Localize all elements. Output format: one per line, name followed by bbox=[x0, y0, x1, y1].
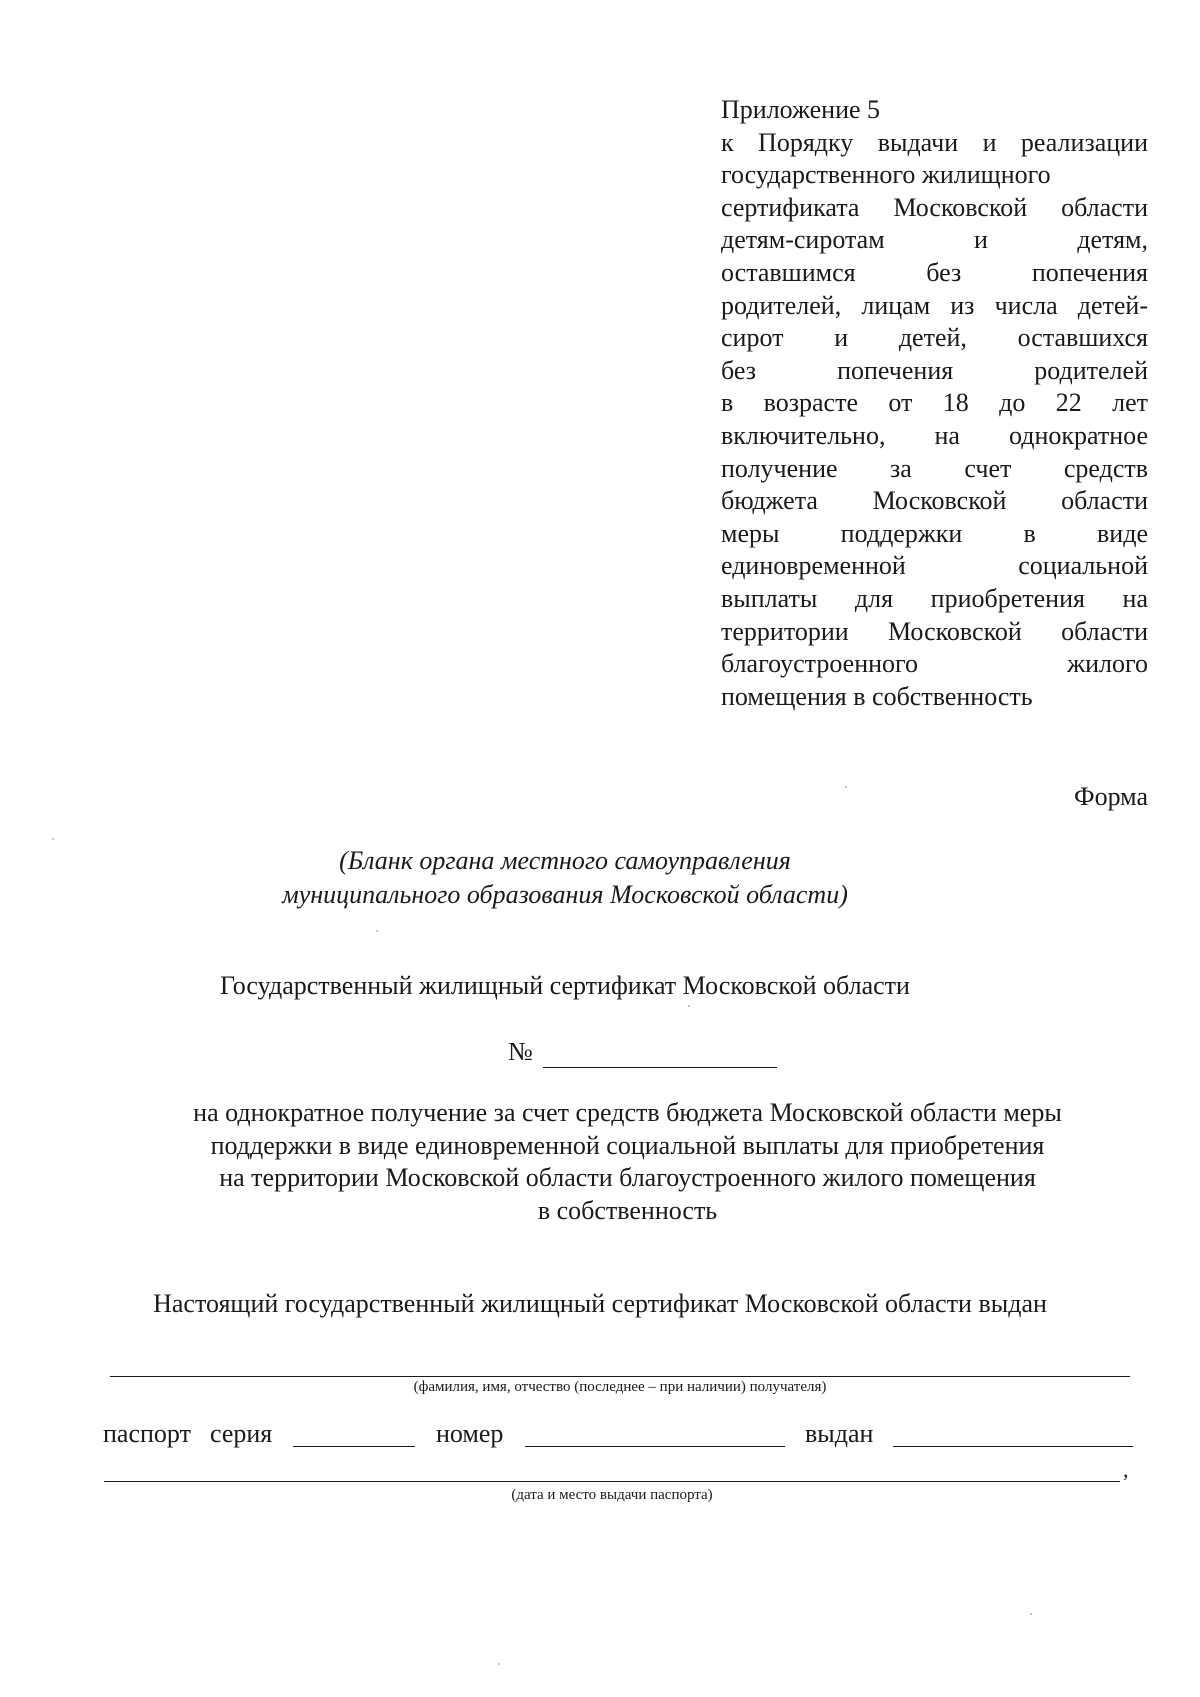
passport-issued-label: выдан bbox=[805, 1419, 874, 1448]
scan-speck bbox=[688, 1005, 690, 1007]
appendix-line: сертификата Московской области bbox=[721, 192, 1148, 222]
certificate-number-field[interactable] bbox=[543, 1043, 777, 1068]
appendix-line: в возрасте от 18 до 22 лет bbox=[721, 388, 1148, 418]
scan-speck bbox=[498, 1663, 500, 1665]
certificate-number bbox=[508, 1036, 777, 1068]
scan-speck bbox=[845, 786, 847, 788]
purpose-line: в собственность bbox=[537, 1195, 718, 1225]
passport-series-label: серия bbox=[210, 1419, 273, 1448]
passport-number-label: номер bbox=[436, 1419, 504, 1448]
appendix-line: помещения в собственность bbox=[721, 681, 1033, 711]
letterhead-note bbox=[0, 844, 1130, 912]
appendix-header bbox=[721, 94, 1148, 713]
appendix-line: детям-сиротам и детям, bbox=[721, 225, 1148, 255]
certificate-title: Государственный жилищный сертификат Московской области bbox=[220, 971, 910, 1000]
appendix-line: родителей, лицам из числа детей- bbox=[721, 290, 1148, 320]
passport-number-field[interactable] bbox=[525, 1446, 785, 1447]
appendix-line: к Порядку выдачи и реализации bbox=[721, 127, 1148, 157]
issue-caption: (дата и место выдачи паспорта) bbox=[511, 1487, 713, 1503]
appendix-line: выплаты для приобретения на bbox=[721, 583, 1148, 613]
letterhead-note-line: (Бланк органа местного самоуправления bbox=[339, 846, 791, 875]
appendix-line: единовременной социальной bbox=[721, 551, 1148, 581]
appendix-line: бюджета Московской области bbox=[721, 486, 1148, 516]
appendix-line: благоустроенного жилого bbox=[721, 649, 1148, 679]
passport-issued-field[interactable] bbox=[893, 1446, 1133, 1447]
appendix-line: территории Московской области bbox=[721, 616, 1148, 646]
passport-series-field[interactable] bbox=[293, 1446, 415, 1447]
form-label: Форма bbox=[1074, 782, 1148, 811]
certificate-purpose bbox=[100, 1097, 1155, 1227]
recipient-caption: (фамилия, имя, отчество (последнее – при наличии) получателя) bbox=[413, 1379, 827, 1395]
appendix-line: государственного жилищного bbox=[721, 160, 1051, 190]
purpose-line: на однократное получение за счет средств бюджета Московской области меры bbox=[193, 1098, 1062, 1127]
passport-issue-details-field[interactable] bbox=[104, 1481, 1120, 1482]
purpose-line: на территории Московской области благоустроенного жилого помещения bbox=[219, 1163, 1036, 1192]
scan-speck bbox=[1030, 1613, 1032, 1615]
scan-speck bbox=[52, 838, 54, 840]
scan-speck bbox=[376, 930, 378, 932]
passport-label: паспорт bbox=[103, 1419, 191, 1448]
recipient-name-field[interactable] bbox=[110, 1376, 1130, 1377]
appendix-line: получение за счет средств bbox=[721, 453, 1148, 483]
appendix-line: включительно, на однократное bbox=[721, 420, 1148, 450]
appendix-line: меры поддержки в виде bbox=[721, 518, 1148, 548]
appendix-line: Приложение 5 bbox=[721, 95, 881, 124]
passport-row bbox=[103, 1418, 1133, 1450]
appendix-line: без попечения родителей bbox=[721, 355, 1148, 385]
trailing-comma: , bbox=[1123, 1457, 1129, 1482]
letterhead-note-line: муниципального образования Московской области) bbox=[282, 880, 848, 909]
appendix-line: сирот и детей, оставшихся bbox=[721, 323, 1148, 353]
purpose-line: поддержки в виде единовременной социальной выплаты для приобретения bbox=[210, 1130, 1045, 1160]
issued-statement: Настоящий государственный жилищный сертификат Московской области выдан bbox=[153, 1289, 1047, 1318]
appendix-line: оставшимся без попечения bbox=[721, 257, 1148, 287]
number-sign: № bbox=[508, 1037, 533, 1066]
